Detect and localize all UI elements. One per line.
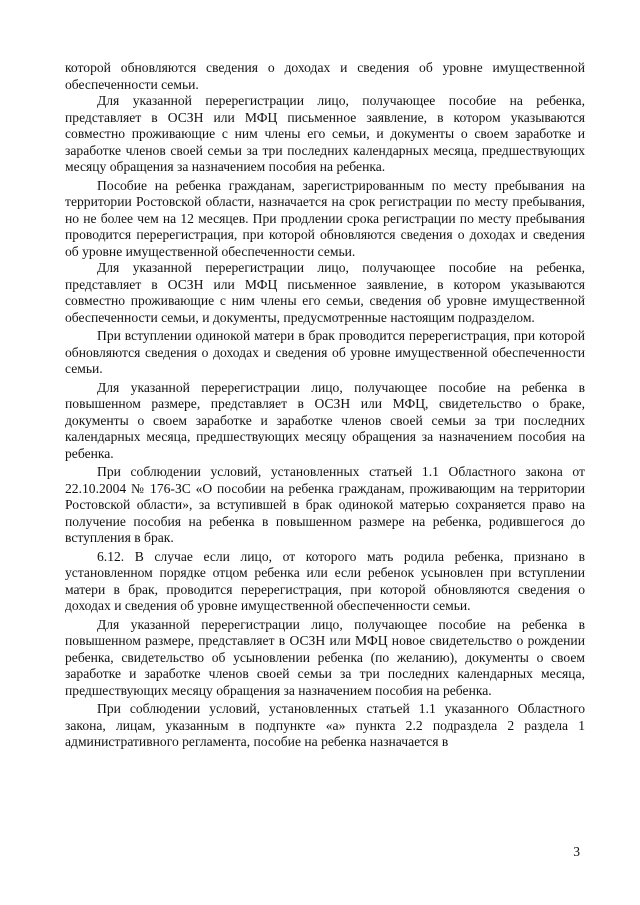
paragraph-4: Для указанной перерегистрации лицо, получающее пособие на ребенка, представляет в ОСЗН или МФЦ письменное заявление, в котором указываются совместно проживающие с ним члены его семьи, сведения об уровне имущественной обеспеченности семьи, и документы, предусмотренные настоящим подразделом. <box>65 260 585 325</box>
paragraph-2: Для указанной перерегистрации лицо, получающее пособие на ребенка, представляет в ОСЗН или МФЦ письменное заявление, в котором указываются совместно проживающие с ним члены его семьи, и документы о своем заработке и заработке членов своей семьи за три последних календарных месяца, предшествующих месяцу обращения за назначением пособия на ребенка. <box>65 93 585 174</box>
document-body <box>65 60 585 751</box>
paragraph-10: При соблюдении условий, установленных статьей 1.1 указанного Областного закона, лицам, указанным в подпункте «а» пункта 2.2 подраздела 2 раздела 1 административного регламента, пособие на ребенка назначается в <box>65 701 585 749</box>
paragraph-8: 6.12. В случае если лицо, от которого мать родила ребенка, признано в установленном порядке отцом ребенка или если ребенок усыновлен при вступлении матери в брак, проводится перерегистрация, при которой обновляются сведения о доходах и сведения об уровне имущественной обеспеченности семьи. <box>65 548 585 613</box>
paragraph-6: Для указанной перерегистрации лицо, получающее пособие на ребенка в повышенном размере, представляет в ОСЗН или МФЦ, свидетельство о браке, документы о своем заработке и заработке членов своей семьи за три последних календарных месяца, предшествующих месяцу обращения за назначением пособия на ребенка. <box>65 379 585 461</box>
paragraph-5: При вступлении одинокой матери в брак проводится перерегистрация, при которой обновляются сведения о доходах и сведения об уровне имущественной обеспеченности семьи. <box>65 328 585 376</box>
paragraph-1: которой обновляются сведения о доходах и сведения об уровне имущественной обеспеченности семьи. <box>65 60 585 92</box>
paragraph-7: При соблюдении условий, установленных статьей 1.1 Областного закона от 22.10.2004 № 176-ЗС «О пособии на ребенка гражданам, проживающим на территории Ростовской области», за вступившей в брак одинокой матерью сохраняется право на получение пособия на ребенка в повышенном размере на ребенка, родившегося до вступления в брак. <box>65 464 585 545</box>
page-number: 3 <box>573 844 580 859</box>
paragraph-9: Для указанной перерегистрации лицо, получающее пособие на ребенка в повышенном размере, представляет в ОСЗН или МФЦ новое свидетельство о рождении ребенка, свидетельство об усыновлении ребенка (по желанию), документы о своем заработке и заработке членов своей семьи за три последних календарных месяца, предшествующих месяцу обращения за назначением пособия на ребенка. <box>65 616 585 698</box>
paragraph-3: Пособие на ребенка гражданам, зарегистрированным по месту пребывания на территории Ростовской области, назначается на срок регистрации по месту пребывания, но не более чем на 12 месяцев. При продлении срока регистрации по месту пребывания проводится перерегистрация, при которой обновляются сведения о доходах и сведения об уровне имущественной обеспеченности семьи. <box>65 177 585 259</box>
